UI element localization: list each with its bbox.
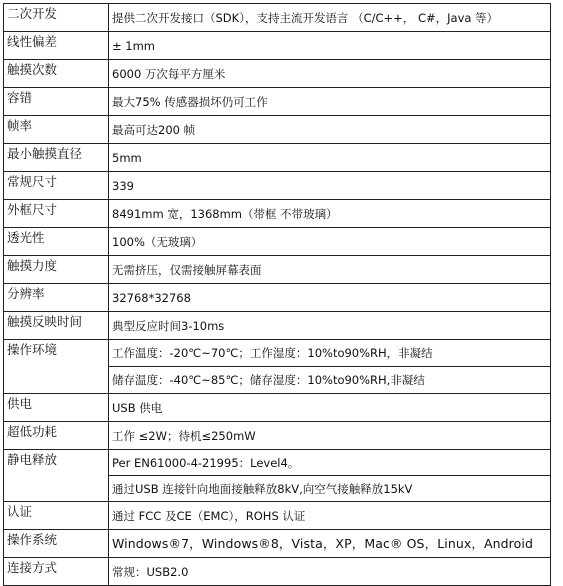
- row-value: 最高可达200 帧: [109, 116, 551, 144]
- row-value: 6000 万次每平方厘米: [109, 60, 551, 88]
- row-label: 认证: [4, 502, 109, 530]
- row-label: 触摸反映时间: [4, 312, 109, 340]
- row-label: 超低功耗: [4, 422, 109, 450]
- table-row: [4, 502, 551, 530]
- table-row: [4, 340, 551, 367]
- row-value: 32768*32768: [109, 284, 551, 312]
- row-value: 通过 FCC 及CE（EMC），ROHS 认证: [109, 502, 551, 530]
- table-row: [4, 284, 551, 312]
- row-value: 通过USB 连接针向地面接触释放8kV,向空气接触释放15kV: [109, 476, 551, 502]
- row-value: 最大75% 传感器损坏仍可工作: [109, 88, 551, 116]
- table-row: [4, 530, 551, 558]
- table-row: [4, 172, 551, 200]
- row-value: 8491mm 宽，1368mm（带框 不带玻璃）: [109, 200, 551, 228]
- table-row: [4, 4, 551, 32]
- table-row: [4, 228, 551, 256]
- table-row: [4, 422, 551, 450]
- row-value: 5mm: [109, 144, 551, 172]
- table-row: [4, 88, 551, 116]
- table-row: [4, 450, 551, 476]
- row-value: 储存温度：-40℃~85℃；储存湿度：10%to90%RH,非凝结: [109, 367, 551, 394]
- row-label: 静电释放: [4, 450, 109, 502]
- table-row: [4, 32, 551, 60]
- row-value: 无需挤压，仅需接触屏幕表面: [109, 256, 551, 284]
- row-value: 提供二次开发接口（SDK），支持主流开发语言 （C/C++， C#，Java 等）: [109, 4, 551, 32]
- row-value: 100%（无玻璃）: [109, 228, 551, 256]
- table-row: [4, 60, 551, 88]
- row-label: 外框尺寸: [4, 200, 109, 228]
- row-label: 操作环境: [4, 340, 109, 394]
- table-row: [4, 256, 551, 284]
- row-label: 触摸力度: [4, 256, 109, 284]
- row-label: 线性偏差: [4, 32, 109, 60]
- row-value: 工作温度：-20℃~70℃；工作湿度：10%to90%RH，非凝结: [109, 340, 551, 367]
- row-label: 最小触摸直径: [4, 144, 109, 172]
- row-label: 透光性: [4, 228, 109, 256]
- row-label: 连接方式: [4, 558, 109, 586]
- row-value: 339: [109, 172, 551, 200]
- row-label: 触摸次数: [4, 60, 109, 88]
- row-value: ± 1mm: [109, 32, 551, 60]
- table-row: [4, 558, 551, 586]
- table-row: [4, 312, 551, 340]
- row-label: 常规尺寸: [4, 172, 109, 200]
- row-value: Per EN61000-4-21995：Level4。: [109, 450, 551, 476]
- row-value: 常规：USB2.0: [109, 558, 551, 586]
- row-label: 二次开发: [4, 4, 109, 32]
- row-value: 典型反应时间3-10ms: [109, 312, 551, 340]
- table-row: [4, 144, 551, 172]
- row-label: 操作系统: [4, 530, 109, 558]
- row-label: 供电: [4, 394, 109, 422]
- row-value: Windows®7，Windows®8，Vista，XP，Mac® OS，Linux，Android: [109, 530, 551, 558]
- row-label: 分辨率: [4, 284, 109, 312]
- row-value: USB 供电: [109, 394, 551, 422]
- row-label: 帧率: [4, 116, 109, 144]
- table-row: [4, 116, 551, 144]
- spec-table: [3, 3, 551, 586]
- row-value: 工作 ≤2W；待机≤250mW: [109, 422, 551, 450]
- table-row: [4, 394, 551, 422]
- table-row: [4, 200, 551, 228]
- row-label: 容错: [4, 88, 109, 116]
